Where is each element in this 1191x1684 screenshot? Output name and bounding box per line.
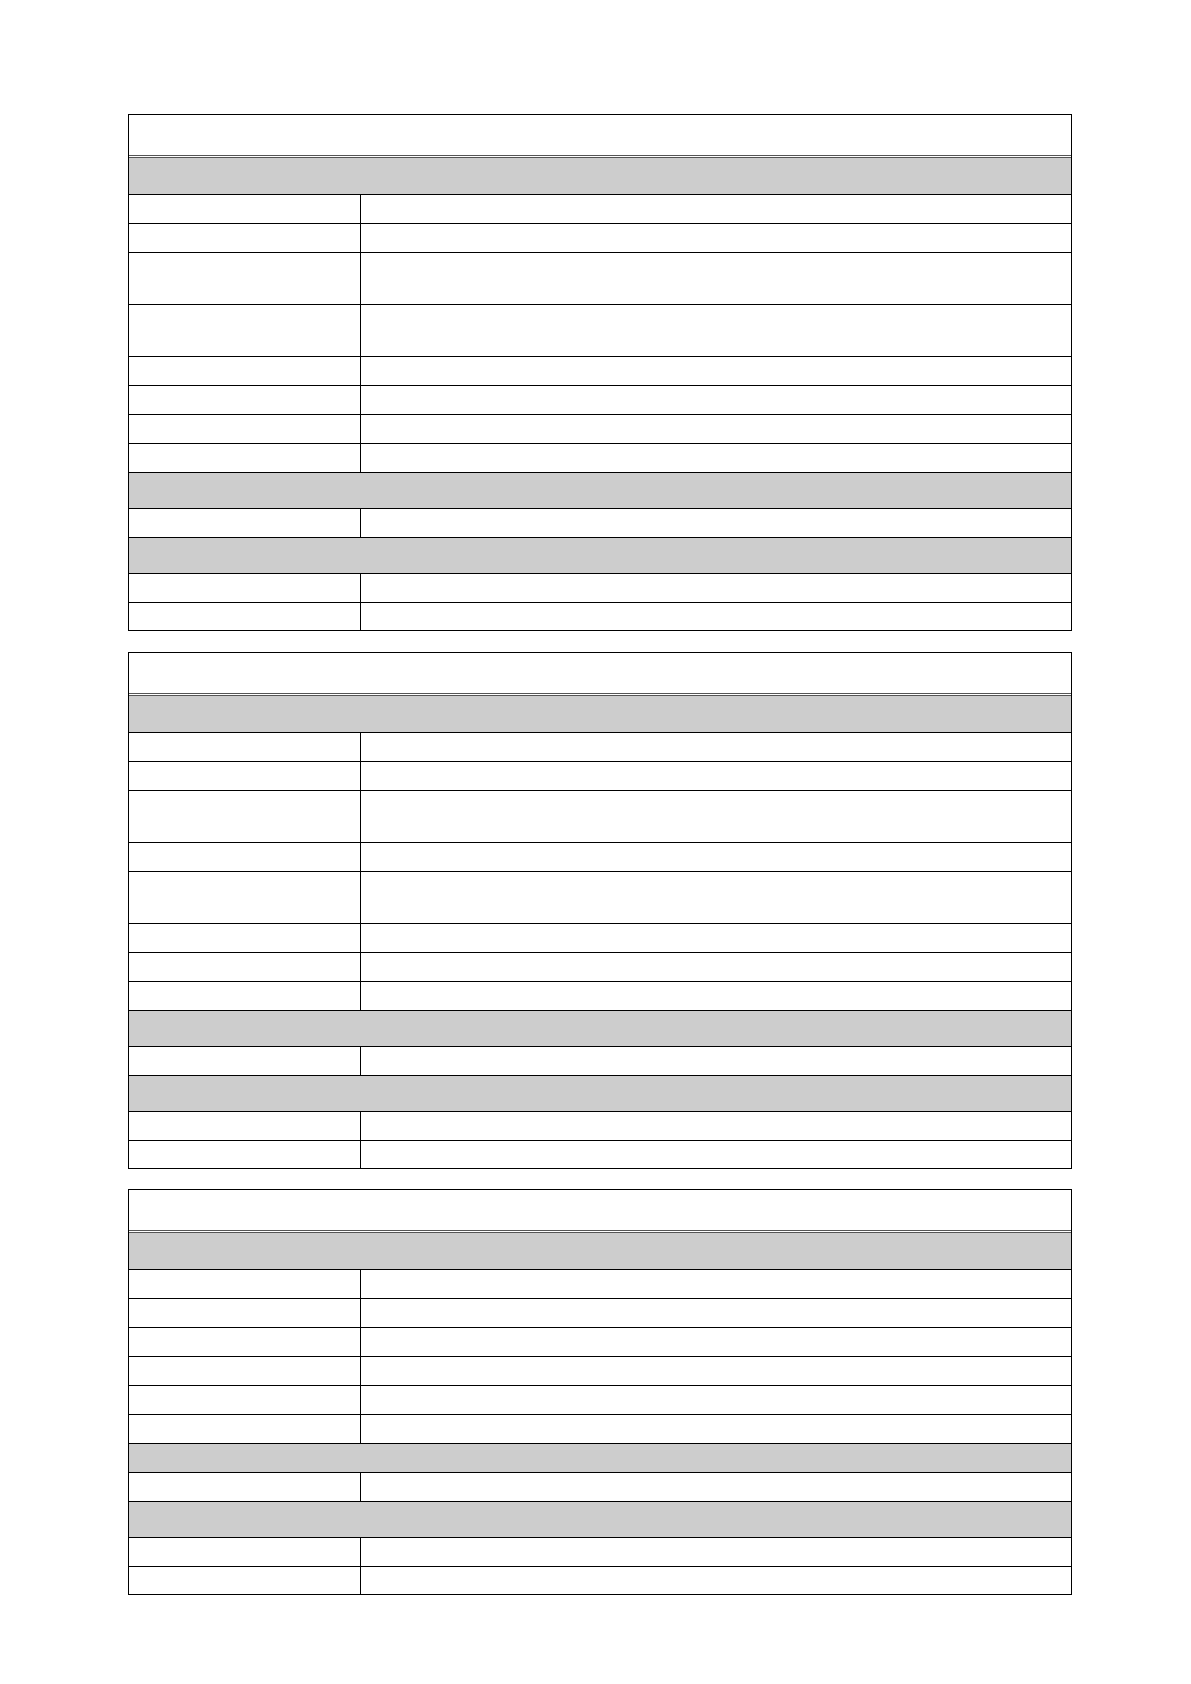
field-value xyxy=(361,843,1071,871)
field-value xyxy=(361,1299,1071,1327)
field-label xyxy=(129,224,361,252)
field-value xyxy=(361,195,1071,223)
form-title xyxy=(129,653,1071,693)
section-title xyxy=(129,1076,1071,1111)
field-value xyxy=(361,305,1071,356)
field-value xyxy=(361,1270,1071,1298)
form-title-row xyxy=(129,653,1071,696)
form-title-row xyxy=(129,1190,1071,1233)
field-value xyxy=(361,791,1071,842)
form-title xyxy=(129,1190,1071,1230)
section-title xyxy=(129,696,1071,732)
section-title xyxy=(129,1011,1071,1046)
field-label xyxy=(129,253,361,304)
table-row xyxy=(129,1298,1071,1327)
field-label xyxy=(129,791,361,842)
field-label xyxy=(129,195,361,223)
field-label xyxy=(129,1112,361,1140)
form-title-row xyxy=(129,115,1071,158)
field-label xyxy=(129,305,361,356)
field-value xyxy=(361,1112,1071,1140)
field-value xyxy=(361,357,1071,385)
field-label xyxy=(129,953,361,981)
field-label xyxy=(129,1270,361,1298)
table-row xyxy=(129,981,1071,1010)
field-value xyxy=(361,872,1071,923)
field-label xyxy=(129,357,361,385)
field-label xyxy=(129,733,361,761)
field-label xyxy=(129,1386,361,1414)
field-value xyxy=(361,982,1071,1010)
table-row xyxy=(129,508,1071,537)
table-row xyxy=(129,871,1071,923)
field-label xyxy=(129,1538,361,1566)
field-label xyxy=(129,1047,361,1075)
table-row xyxy=(129,304,1071,356)
field-value xyxy=(361,1473,1071,1501)
table-row xyxy=(129,761,1071,790)
field-value xyxy=(361,574,1071,602)
section-title xyxy=(129,473,1071,508)
field-value xyxy=(361,1047,1071,1075)
field-value xyxy=(361,415,1071,443)
table-row xyxy=(129,1566,1071,1594)
table-row xyxy=(129,573,1071,602)
field-label xyxy=(129,924,361,952)
section-title xyxy=(129,538,1071,573)
table-row xyxy=(129,952,1071,981)
field-value xyxy=(361,924,1071,952)
table-row xyxy=(129,923,1071,952)
table-row xyxy=(129,1472,1071,1501)
field-label xyxy=(129,1473,361,1501)
field-value xyxy=(361,386,1071,414)
section-title xyxy=(129,1502,1071,1537)
field-label xyxy=(129,1328,361,1356)
field-label xyxy=(129,1415,361,1443)
field-label xyxy=(129,762,361,790)
table-row xyxy=(129,1111,1071,1140)
section-header xyxy=(129,696,1071,732)
field-value xyxy=(361,953,1071,981)
section-header xyxy=(129,1233,1071,1269)
field-label xyxy=(129,1567,361,1594)
table-row xyxy=(129,356,1071,385)
table-row xyxy=(129,842,1071,871)
field-label xyxy=(129,1299,361,1327)
section-header xyxy=(129,537,1071,573)
table-row xyxy=(129,732,1071,761)
form-title xyxy=(129,115,1071,155)
table-row xyxy=(129,1140,1071,1168)
field-value xyxy=(361,444,1071,472)
field-value xyxy=(361,224,1071,252)
field-value xyxy=(361,1415,1071,1443)
section-header xyxy=(129,158,1071,194)
table-row xyxy=(129,385,1071,414)
field-label xyxy=(129,982,361,1010)
field-value xyxy=(361,1538,1071,1566)
section-header xyxy=(129,1443,1071,1472)
field-label xyxy=(129,415,361,443)
field-label xyxy=(129,574,361,602)
field-value xyxy=(361,603,1071,630)
form-table-2 xyxy=(128,652,1072,1169)
field-value xyxy=(361,253,1071,304)
table-row xyxy=(129,790,1071,842)
table-row xyxy=(129,223,1071,252)
form-table-3 xyxy=(128,1189,1072,1595)
table-row xyxy=(129,414,1071,443)
field-value xyxy=(361,1328,1071,1356)
field-value xyxy=(361,733,1071,761)
field-value xyxy=(361,1386,1071,1414)
section-header xyxy=(129,1075,1071,1111)
section-header xyxy=(129,1010,1071,1046)
section-header xyxy=(129,472,1071,508)
field-value xyxy=(361,509,1071,537)
field-label xyxy=(129,1141,361,1168)
table-row xyxy=(129,1414,1071,1443)
table-row xyxy=(129,1537,1071,1566)
section-title xyxy=(129,158,1071,194)
field-label xyxy=(129,603,361,630)
table-row xyxy=(129,252,1071,304)
section-title xyxy=(129,1233,1071,1269)
field-value xyxy=(361,1357,1071,1385)
form-table-1 xyxy=(128,114,1072,631)
table-row xyxy=(129,602,1071,630)
table-row xyxy=(129,1385,1071,1414)
section-header xyxy=(129,1501,1071,1537)
section-title xyxy=(129,1444,1071,1472)
table-row xyxy=(129,1046,1071,1075)
table-row xyxy=(129,194,1071,223)
field-label xyxy=(129,509,361,537)
table-row xyxy=(129,1356,1071,1385)
table-row xyxy=(129,1269,1071,1298)
field-label xyxy=(129,843,361,871)
field-value xyxy=(361,1141,1071,1168)
table-row xyxy=(129,443,1071,472)
field-label xyxy=(129,872,361,923)
field-label xyxy=(129,1357,361,1385)
field-value xyxy=(361,1567,1071,1594)
table-row xyxy=(129,1327,1071,1356)
field-label xyxy=(129,386,361,414)
field-value xyxy=(361,762,1071,790)
field-label xyxy=(129,444,361,472)
